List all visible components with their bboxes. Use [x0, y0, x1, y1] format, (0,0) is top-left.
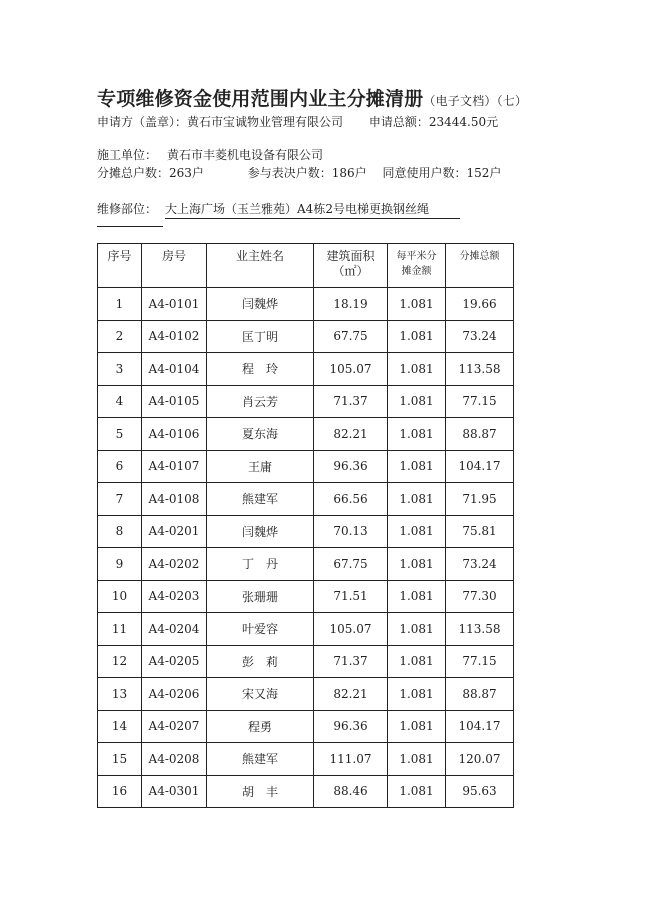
table-row: [98, 320, 514, 353]
cell-room: A4-0301: [142, 775, 207, 808]
cell-amount: 75.81: [446, 515, 514, 548]
cell-owner: 王庸: [207, 450, 314, 483]
cell-seq: 15: [98, 743, 142, 776]
header-owner: 业主姓名: [207, 244, 314, 288]
header-rate-line1: 每平米分: [396, 251, 437, 262]
cell-area: 18.19: [314, 288, 388, 321]
table-row: [98, 515, 514, 548]
cell-amount: 19.66: [446, 288, 514, 321]
cell-rate: 1.081: [388, 288, 446, 321]
cell-amount: 77.30: [446, 580, 514, 613]
cell-room: A4-0106: [142, 418, 207, 451]
header-rate: [388, 244, 446, 288]
cell-owner: 彭 莉: [207, 645, 314, 678]
cell-rate: 1.081: [388, 775, 446, 808]
cell-amount: 113.58: [446, 613, 514, 646]
cell-room: A4-0206: [142, 678, 207, 711]
cell-owner: 叶爱容: [207, 613, 314, 646]
header-area-line2: （㎡）: [332, 264, 369, 278]
cell-owner: 丁 丹: [207, 548, 314, 581]
table-row: [98, 548, 514, 581]
cell-area: 111.07: [314, 743, 388, 776]
cell-amount: 88.87: [446, 418, 514, 451]
table-row: [98, 710, 514, 743]
voters-value: 186户: [331, 166, 367, 180]
cell-amount: 88.87: [446, 678, 514, 711]
cell-amount: 95.63: [446, 775, 514, 808]
cell-area: 105.07: [314, 353, 388, 386]
cell-seq: 5: [98, 418, 142, 451]
cell-owner: 熊建军: [207, 483, 314, 516]
cell-seq: 6: [98, 450, 142, 483]
cell-rate: 1.081: [388, 710, 446, 743]
cell-seq: 1: [98, 288, 142, 321]
title-suffix: （电子文档）（七）: [423, 94, 528, 108]
cell-seq: 7: [98, 483, 142, 516]
cell-owner: 宋又海: [207, 678, 314, 711]
header-seq: 序号: [98, 244, 142, 288]
cell-rate: 1.081: [388, 645, 446, 678]
allocation-table: [97, 243, 514, 808]
table-row: [98, 743, 514, 776]
cell-seq: 3: [98, 353, 142, 386]
repair-line: [97, 200, 460, 219]
cell-area: 105.07: [314, 613, 388, 646]
cell-area: 70.13: [314, 515, 388, 548]
table-row: [98, 775, 514, 808]
cell-seq: 4: [98, 385, 142, 418]
cell-area: 71.51: [314, 580, 388, 613]
cell-rate: 1.081: [388, 385, 446, 418]
total-amount-group: [369, 115, 498, 129]
table-row: [98, 483, 514, 516]
cell-rate: 1.081: [388, 353, 446, 386]
cell-seq: 9: [98, 548, 142, 581]
cell-rate: 1.081: [388, 613, 446, 646]
header-amount: 分摊总额: [446, 244, 514, 288]
voters-group: [248, 166, 367, 180]
cell-seq: 16: [98, 775, 142, 808]
builder-label: 施工单位：: [97, 148, 158, 162]
cell-seq: 2: [98, 320, 142, 353]
table-row: [98, 645, 514, 678]
consent-value: 152户: [466, 166, 502, 180]
cell-room: A4-0202: [142, 548, 207, 581]
table-row: [98, 580, 514, 613]
cell-seq: 11: [98, 613, 142, 646]
cell-owner: 匡丁明: [207, 320, 314, 353]
households-value: 263户: [169, 166, 204, 180]
cell-seq: 12: [98, 645, 142, 678]
consent-group: [383, 166, 502, 180]
cell-amount: 71.95: [446, 483, 514, 516]
cell-rate: 1.081: [388, 320, 446, 353]
cell-rate: 1.081: [388, 678, 446, 711]
cell-seq: 13: [98, 678, 142, 711]
table-row: [98, 678, 514, 711]
cell-room: A4-0107: [142, 450, 207, 483]
applicant-label: 申请方（盖章）：: [97, 115, 188, 129]
header-area: [314, 244, 388, 288]
cell-rate: 1.081: [388, 515, 446, 548]
table-row: [98, 613, 514, 646]
cell-owner: 张珊珊: [207, 580, 314, 613]
cell-area: 71.37: [314, 385, 388, 418]
cell-amount: 73.24: [446, 320, 514, 353]
builder-name: 黄石市丰菱机电设备有限公司: [167, 148, 324, 162]
cell-area: 88.46: [314, 775, 388, 808]
table-body: [98, 288, 514, 808]
table-row: [98, 353, 514, 386]
cell-amount: 120.07: [446, 743, 514, 776]
cell-owner: 胡 丰: [207, 775, 314, 808]
cell-area: 82.21: [314, 418, 388, 451]
cell-area: 67.75: [314, 548, 388, 581]
builder-line: [97, 146, 323, 163]
repair-location: 大上海广场（玉兰雅苑）A4栋2号电梯更换钢丝绳: [165, 200, 460, 219]
cell-room: A4-0201: [142, 515, 207, 548]
applicant-line: [97, 113, 498, 130]
cell-area: 82.21: [314, 678, 388, 711]
cell-rate: 1.081: [388, 450, 446, 483]
cell-rate: 1.081: [388, 580, 446, 613]
cell-owner: 肖云芳: [207, 385, 314, 418]
repair-label: 维修部位：: [97, 202, 158, 216]
cell-owner: 夏东海: [207, 418, 314, 451]
header-rate-line2: 摊金额: [401, 266, 432, 277]
cell-amount: 104.17: [446, 710, 514, 743]
cell-rate: 1.081: [388, 483, 446, 516]
cell-seq: 14: [98, 710, 142, 743]
cell-rate: 1.081: [388, 418, 446, 451]
header-room: 房号: [142, 244, 207, 288]
table-row: [98, 450, 514, 483]
cell-area: 67.75: [314, 320, 388, 353]
cell-amount: 104.17: [446, 450, 514, 483]
cell-room: A4-0104: [142, 353, 207, 386]
household-counts-line: [97, 164, 501, 181]
households-label: 分摊总户数：: [97, 166, 170, 180]
table-row: [98, 385, 514, 418]
cell-amount: 77.15: [446, 385, 514, 418]
cell-area: 96.36: [314, 450, 388, 483]
cell-room: A4-0105: [142, 385, 207, 418]
cell-amount: 113.58: [446, 353, 514, 386]
cell-room: A4-0208: [142, 743, 207, 776]
voters-label: 参与表决户数：: [247, 166, 332, 180]
total-amount: 23444.50元: [428, 115, 499, 129]
cell-rate: 1.081: [388, 548, 446, 581]
consent-label: 同意使用户数：: [382, 166, 467, 180]
cell-area: 66.56: [314, 483, 388, 516]
cell-area: 96.36: [314, 710, 388, 743]
header-area-line1: 建筑面积: [326, 249, 375, 263]
cell-room: A4-0204: [142, 613, 207, 646]
table-row: [98, 418, 514, 451]
title-main: 专项维修资金使用范围内业主分摊清册: [97, 88, 424, 110]
cell-room: A4-0108: [142, 483, 207, 516]
cell-amount: 77.15: [446, 645, 514, 678]
cell-owner: 程 玲: [207, 353, 314, 386]
cell-seq: 10: [98, 580, 142, 613]
cell-rate: 1.081: [388, 743, 446, 776]
cell-owner: 闫魏烨: [207, 288, 314, 321]
table-header-row: [98, 244, 514, 288]
cell-owner: 程勇: [207, 710, 314, 743]
cell-owner: 熊建军: [207, 743, 314, 776]
cell-room: A4-0207: [142, 710, 207, 743]
cell-room: A4-0101: [142, 288, 207, 321]
cell-area: 71.37: [314, 645, 388, 678]
cell-room: A4-0203: [142, 580, 207, 613]
cell-owner: 闫魏烨: [207, 515, 314, 548]
cell-amount: 73.24: [446, 548, 514, 581]
divider-rule: [97, 226, 163, 227]
document-title: [97, 84, 527, 111]
table-row: [98, 288, 514, 321]
cell-seq: 8: [98, 515, 142, 548]
cell-room: A4-0205: [142, 645, 207, 678]
cell-room: A4-0102: [142, 320, 207, 353]
applicant-name: 黄石市宝诚物业管理有限公司: [187, 115, 344, 129]
total-label: 申请总额：: [368, 115, 429, 129]
